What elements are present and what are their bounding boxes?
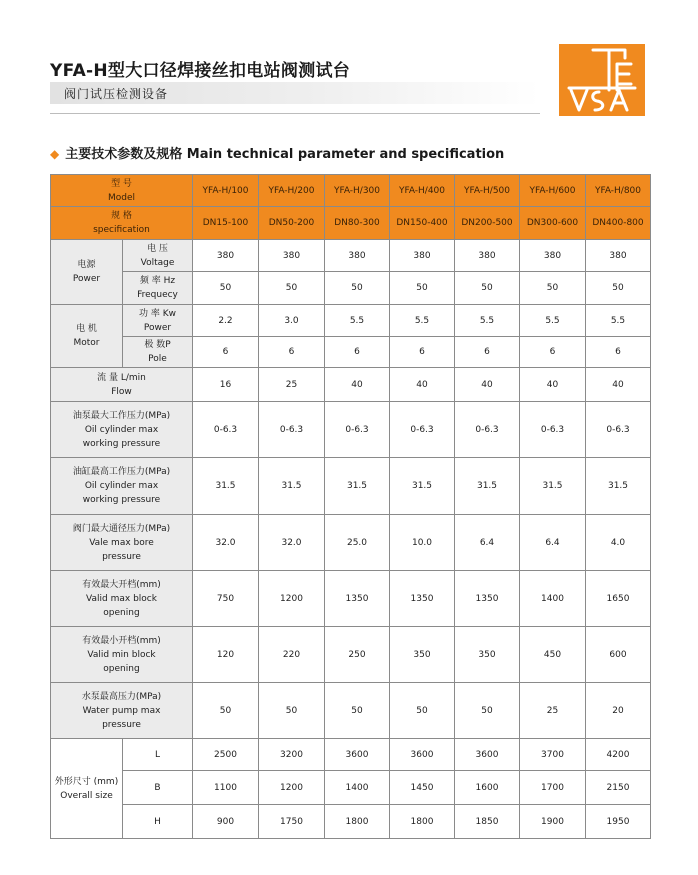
- value-cell: 50: [259, 272, 325, 305]
- value-cell: 50: [455, 683, 520, 739]
- row-model: [51, 175, 651, 207]
- value-cell: 1200: [259, 771, 325, 805]
- row-size-h: [51, 805, 651, 839]
- value-cell: 50: [193, 272, 259, 305]
- row-size-l: [51, 739, 651, 771]
- value-cell: 50: [390, 272, 455, 305]
- water-pressure-label-cell: 水泵最高压力(MPa) Water pump max pressure: [51, 683, 193, 739]
- value-cell: 2500: [193, 739, 259, 771]
- min-block-label-cell: 有效最小开档(mm) Valid min block opening: [51, 627, 193, 683]
- value-cell: 350: [390, 627, 455, 683]
- value-cell: 5.5: [390, 305, 455, 337]
- value-cell: 1750: [259, 805, 325, 839]
- model-cell: YFA-H/200: [259, 175, 325, 207]
- value-cell: 20: [586, 683, 651, 739]
- value-cell: 32.0: [259, 515, 325, 571]
- value-cell: 0-6.3: [520, 402, 586, 458]
- value-cell: 380: [259, 240, 325, 272]
- value-cell: 6: [193, 337, 259, 368]
- section-title: 主要技术参数及规格 Main technical parameter and specification: [65, 147, 505, 162]
- value-cell: 120: [193, 627, 259, 683]
- value-cell: 2150: [586, 771, 651, 805]
- value-cell: 380: [455, 240, 520, 272]
- value-cell: 1950: [586, 805, 651, 839]
- row-size-b: [51, 771, 651, 805]
- voltage-label-cell: 电 压 Voltage: [123, 240, 193, 272]
- row-bore-pressure: [51, 515, 651, 571]
- value-cell: 0-6.3: [586, 402, 651, 458]
- spec-cell: DN50-200: [259, 207, 325, 240]
- value-cell: 350: [455, 627, 520, 683]
- spec-cell: DN80-300: [325, 207, 390, 240]
- value-cell: 1100: [193, 771, 259, 805]
- value-cell: 31.5: [520, 458, 586, 515]
- value-cell: 3600: [455, 739, 520, 771]
- value-cell: 380: [325, 240, 390, 272]
- value-cell: 50: [390, 683, 455, 739]
- value-cell: 600: [586, 627, 651, 683]
- value-cell: 3600: [390, 739, 455, 771]
- row-max-block: [51, 571, 651, 627]
- logo-mark-icon: [559, 44, 645, 116]
- value-cell: 3200: [259, 739, 325, 771]
- size-l-label-cell: L: [123, 739, 193, 771]
- row-motor-power: [51, 305, 651, 337]
- value-cell: 6: [586, 337, 651, 368]
- motor-label-cell: 电 机 Motor: [51, 305, 123, 368]
- max-block-label-cell: 有效最大开档(mm) Valid max block opening: [51, 571, 193, 627]
- spec-cell: DN200-500: [455, 207, 520, 240]
- value-cell: 450: [520, 627, 586, 683]
- value-cell: 6.4: [520, 515, 586, 571]
- value-cell: 750: [193, 571, 259, 627]
- value-cell: 6.4: [455, 515, 520, 571]
- value-cell: 4.0: [586, 515, 651, 571]
- value-cell: 50: [325, 683, 390, 739]
- value-cell: 10.0: [390, 515, 455, 571]
- value-cell: 31.5: [390, 458, 455, 515]
- spec-cell: DN300-600: [520, 207, 586, 240]
- value-cell: 1350: [455, 571, 520, 627]
- value-cell: 1700: [520, 771, 586, 805]
- value-cell: 50: [586, 272, 651, 305]
- value-cell: 40: [390, 368, 455, 402]
- value-cell: 6: [259, 337, 325, 368]
- motor-power-label-cell: 功 率 Kw Power: [123, 305, 193, 337]
- diamond-bullet-icon: ◆: [50, 147, 60, 161]
- value-cell: 900: [193, 805, 259, 839]
- value-cell: 40: [325, 368, 390, 402]
- model-cell: YFA-H/100: [193, 175, 259, 207]
- subtitle-divider: [50, 113, 540, 114]
- value-cell: 1450: [390, 771, 455, 805]
- value-cell: 1350: [325, 571, 390, 627]
- value-cell: 0-6.3: [390, 402, 455, 458]
- row-min-block: [51, 627, 651, 683]
- value-cell: 31.5: [259, 458, 325, 515]
- row-flow: [51, 368, 651, 402]
- value-cell: 32.0: [193, 515, 259, 571]
- pump-pressure-label-cell: 油泵最大工作压力(MPa) Oil cylinder max working pressure: [51, 402, 193, 458]
- value-cell: 250: [325, 627, 390, 683]
- value-cell: 4200: [586, 739, 651, 771]
- value-cell: 380: [586, 240, 651, 272]
- model-cell: YFA-H/400: [390, 175, 455, 207]
- model-label-cell: 型 号 Model: [51, 175, 193, 207]
- pole-label-cell: 极 数P Pole: [123, 337, 193, 368]
- size-label-cell: 外形尺寸 (mm) Overall size: [51, 739, 123, 839]
- spec-cell: DN400-800: [586, 207, 651, 240]
- flow-label-cell: 流 量 L/min Flow: [51, 368, 193, 402]
- value-cell: 25: [520, 683, 586, 739]
- row-frequency: [51, 272, 651, 305]
- frequency-label-cell: 频 率 Hz Frequecy: [123, 272, 193, 305]
- value-cell: 1200: [259, 571, 325, 627]
- value-cell: 1850: [455, 805, 520, 839]
- value-cell: 1800: [390, 805, 455, 839]
- bore-pressure-label-cell: 阀门最大通径压力(MPa) Vale max bore pressure: [51, 515, 193, 571]
- value-cell: 5.5: [520, 305, 586, 337]
- value-cell: 0-6.3: [325, 402, 390, 458]
- value-cell: 6: [325, 337, 390, 368]
- value-cell: 220: [259, 627, 325, 683]
- value-cell: 40: [455, 368, 520, 402]
- value-cell: 0-6.3: [193, 402, 259, 458]
- value-cell: 5.5: [586, 305, 651, 337]
- value-cell: 40: [586, 368, 651, 402]
- value-cell: 31.5: [455, 458, 520, 515]
- spec-cell: DN15-100: [193, 207, 259, 240]
- value-cell: 380: [520, 240, 586, 272]
- value-cell: 1350: [390, 571, 455, 627]
- value-cell: 1900: [520, 805, 586, 839]
- value-cell: 6: [455, 337, 520, 368]
- size-b-label-cell: B: [123, 771, 193, 805]
- value-cell: 3.0: [259, 305, 325, 337]
- value-cell: 0-6.3: [455, 402, 520, 458]
- value-cell: 50: [193, 683, 259, 739]
- row-voltage: [51, 240, 651, 272]
- value-cell: 31.5: [325, 458, 390, 515]
- value-cell: 3700: [520, 739, 586, 771]
- value-cell: 1400: [520, 571, 586, 627]
- value-cell: 0-6.3: [259, 402, 325, 458]
- subtitle-bar: [50, 82, 540, 104]
- subtitle: 阀门试压检测设备: [64, 87, 169, 101]
- value-cell: 50: [455, 272, 520, 305]
- model-cell: YFA-H/300: [325, 175, 390, 207]
- spec-table: [50, 174, 651, 839]
- value-cell: 1400: [325, 771, 390, 805]
- value-cell: 25: [259, 368, 325, 402]
- spec-cell: DN150-400: [390, 207, 455, 240]
- value-cell: 1800: [325, 805, 390, 839]
- value-cell: 2.2: [193, 305, 259, 337]
- row-water-pressure: [51, 683, 651, 739]
- value-cell: 50: [520, 272, 586, 305]
- section-heading: [50, 143, 504, 162]
- brand-logo: [559, 44, 645, 116]
- spec-label-cell: 规 格 specification: [51, 207, 193, 240]
- value-cell: 25.0: [325, 515, 390, 571]
- value-cell: 380: [390, 240, 455, 272]
- row-spec: [51, 207, 651, 240]
- value-cell: 1600: [455, 771, 520, 805]
- value-cell: 5.5: [325, 305, 390, 337]
- size-h-label-cell: H: [123, 805, 193, 839]
- value-cell: 6: [520, 337, 586, 368]
- value-cell: 50: [259, 683, 325, 739]
- row-pole: [51, 337, 651, 368]
- row-cylinder-pressure: [51, 458, 651, 515]
- row-pump-pressure: [51, 402, 651, 458]
- value-cell: 380: [193, 240, 259, 272]
- value-cell: 31.5: [193, 458, 259, 515]
- model-cell: YFA-H/800: [586, 175, 651, 207]
- value-cell: 16: [193, 368, 259, 402]
- value-cell: 50: [325, 272, 390, 305]
- value-cell: 5.5: [455, 305, 520, 337]
- value-cell: 6: [390, 337, 455, 368]
- cylinder-pressure-label-cell: 油缸最高工作压力(MPa) Oil cylinder max working pressure: [51, 458, 193, 515]
- value-cell: 40: [520, 368, 586, 402]
- power-label-cell: 电源 Power: [51, 240, 123, 305]
- page-title: YFA-H型大口径焊接丝扣电站阀测试台: [50, 61, 351, 81]
- model-cell: YFA-H/600: [520, 175, 586, 207]
- value-cell: 3600: [325, 739, 390, 771]
- value-cell: 31.5: [586, 458, 651, 515]
- value-cell: 1650: [586, 571, 651, 627]
- model-cell: YFA-H/500: [455, 175, 520, 207]
